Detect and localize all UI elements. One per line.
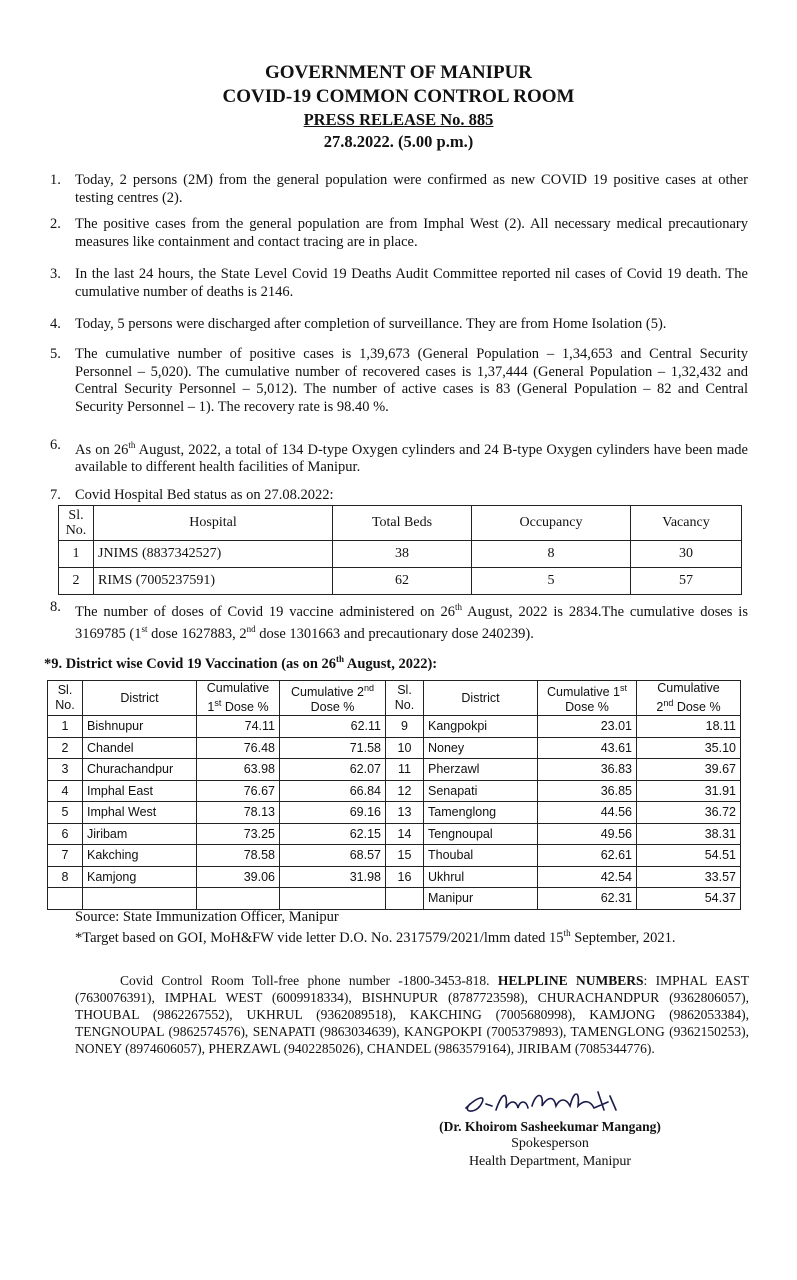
table-cell: 62.11 [280,716,386,738]
table-row: 2 RIMS (7005237591) 62 5 57 [59,568,742,595]
table-cell: 69.16 [280,802,386,824]
table-cell: 12 [386,780,424,802]
table-row [48,759,741,781]
table-cell: Jiribam [83,823,197,845]
table-cell: 8 [48,866,83,888]
table-cell: 78.13 [197,802,280,824]
table-cell: 10 [386,737,424,759]
table-cell: Chandel [83,737,197,759]
table-cell: Thoubal [424,845,538,867]
table-header-row: Sl. No. District Cumulative 1st Dose % Cumulative 2nd Dose % Sl. No. District Cumulative 1st Dose % Cumulative 2nd Dose % [48,681,741,716]
table-cell: 71.58 [280,737,386,759]
header-press-release: PRESS RELEASE No. 885 [303,110,494,129]
table-cell: 35.10 [637,737,741,759]
table-row [48,737,741,759]
list-item-5: 5. The cumulative number of positive cases is 1,39,673 (General Population – 1,34,653 and Central Security Personnel – 5,020). The cumulative number of recovered cases is 1,37,444 (General Population – 1,32,432 and Central Security Personnel – 5,012). The number of active cases is 83 (General Population – 82 and Central Security Personnel – 1). The recovery rate is 98.40 %. [50,346,748,415]
table-cell: 4 [48,780,83,802]
list-item-4: 4. Today, 5 persons were discharged after completion of surveillance. They are from Home Isolation (5). [50,316,667,332]
table-cell [280,888,386,910]
table-cell: 9 [386,716,424,738]
table-cell [83,888,197,910]
table-cell: 33.57 [637,866,741,888]
list-item-2: 2. The positive cases from the general population are from Imphal West (2). All necessary medical precautionary measures like containment and contact tracing are in place. [50,216,748,250]
table-cell: 2 [48,737,83,759]
table-cell: 16 [386,866,424,888]
table-cell: Kamjong [83,866,197,888]
table-cell: 44.56 [538,802,637,824]
table-cell: 62.31 [538,888,637,910]
table-cell: 54.51 [637,845,741,867]
table-cell: 3 [48,759,83,781]
table-cell: 76.67 [197,780,280,802]
list-item-7: 7. Covid Hospital Bed status as on 27.08.2022: [50,487,334,503]
table-cell: Ukhrul [424,866,538,888]
table-cell: 62.15 [280,823,386,845]
table-cell: 23.01 [538,716,637,738]
table-cell: 31.91 [637,780,741,802]
table-row [48,780,741,802]
header-government: GOVERNMENT OF MANIPUR [264,62,533,83]
signer-name: (Dr. Khoirom Sasheekumar Mangang) [439,1119,661,1134]
vaccination-table [47,680,741,910]
table-cell: 13 [386,802,424,824]
table-cell: 74.11 [197,716,280,738]
table-cell: Tamenglong [424,802,538,824]
table-cell: Kangpokpi [424,716,538,738]
table-cell: 36.85 [538,780,637,802]
table-cell: Imphal West [83,802,197,824]
table-cell: Bishnupur [83,716,197,738]
table-row [48,802,741,824]
table-cell: 63.98 [197,759,280,781]
table-cell: Noney [424,737,538,759]
table-cell: 76.48 [197,737,280,759]
table-cell: 6 [48,823,83,845]
table-cell: 31.98 [280,866,386,888]
table-cell [197,888,280,910]
handwritten-signature [458,1082,648,1120]
table-cell: Pherzawl [424,759,538,781]
target-note: *Target based on GOI, MoH&FW vide letter D.O. No. 2317579/2021/lmm dated 15th September, 2021. [75,928,676,946]
helpline-paragraph: Covid Control Room Toll-free phone number -1800-3453-818. HELPLINE NUMBERS: IMPHAL EAST (7630076391), IMPHAL WEST (6009918334), BISHNUPUR (8787723598), CHURACHANDPUR (9362806057), THOUBAL (9862267552), UKHRUL (9362089518), KAKCHING (7005680998), KAMJONG (9862053384), TENGNOUPAL (9862574576), SENAPATI (9863034639), KANGPOKPI (7005379893), TAMENGLONG (9362150253), NONEY (8974606057), PHERZAWL (9402285026), CHANDEL (9863579164), JIRIBAM (7085344776). [75,973,749,1056]
table-cell [386,888,424,910]
table-cell: 38.31 [637,823,741,845]
bed-status-table [58,505,742,595]
table-cell: Churachandpur [83,759,197,781]
table-cell: 5 [48,802,83,824]
table-cell: 39.06 [197,866,280,888]
table-cell: 39.67 [637,759,741,781]
list-item-1: 1. Today, 2 persons (2M) from the general population were confirmed as new COVID 19 positive cases at other testing centres (2). [50,172,748,206]
table-cell: 18.11 [637,716,741,738]
table-cell: 11 [386,759,424,781]
table-cell: 62.61 [538,845,637,867]
signer-role: Spokesperson [511,1136,589,1151]
table-row [48,866,741,888]
table-row [48,823,741,845]
table-header-row: Sl. No. Hospital Total Beds Occupancy Vacancy [59,506,742,541]
table-cell: 62.07 [280,759,386,781]
source-note: Source: State Immunization Officer, Manipur [75,909,339,925]
table-cell: 1 [48,716,83,738]
vaccination-section-title: *9. District wise Covid 19 Vaccination (as on 26th August, 2022): [44,654,438,672]
table-row [48,716,741,738]
table-cell: 49.56 [538,823,637,845]
list-item-3: 3. In the last 24 hours, the State Level Covid 19 Deaths Audit Committee reported nil cases of Covid 19 death. The cumulative number of deaths is 2146. [50,266,748,300]
table-cell: 73.25 [197,823,280,845]
list-item-6: 6. As on 26th August, 2022, a total of 134 D-type Oxygen cylinders and 24 B-type Oxygen cylinders have been made available to different health facilities of Manipur. [50,437,748,476]
table-cell: 42.54 [538,866,637,888]
table-cell: 68.57 [280,845,386,867]
table-row: 1 JNIMS (8837342527) 38 8 30 [59,541,742,568]
header-date: 27.8.2022. (5.00 p.m.) [323,132,474,151]
signer-department: Health Department, Manipur [468,1154,632,1169]
table-cell: Senapati [424,780,538,802]
list-item-8: 8. The number of doses of Covid 19 vaccine administered on 26th August, 2022 is 2834.The cumulative doses is 3169785 (1st dose 1627883, 2nd dose 1301663 and precautionary dose 240239). [50,599,748,643]
header-control-room: COVID-19 COMMON CONTROL ROOM [222,86,575,107]
table-row [48,888,741,910]
table-cell: 43.61 [538,737,637,759]
table-cell: 36.72 [637,802,741,824]
table-row [48,845,741,867]
table-cell: 78.58 [197,845,280,867]
table-cell: Kakching [83,845,197,867]
table-cell: 15 [386,845,424,867]
table-cell: 54.37 [637,888,741,910]
table-cell: 7 [48,845,83,867]
table-cell: Manipur [424,888,538,910]
table-cell: Tengnoupal [424,823,538,845]
table-cell: 36.83 [538,759,637,781]
table-cell: 14 [386,823,424,845]
table-cell [48,888,83,910]
table-cell: Imphal East [83,780,197,802]
table-cell: 66.84 [280,780,386,802]
